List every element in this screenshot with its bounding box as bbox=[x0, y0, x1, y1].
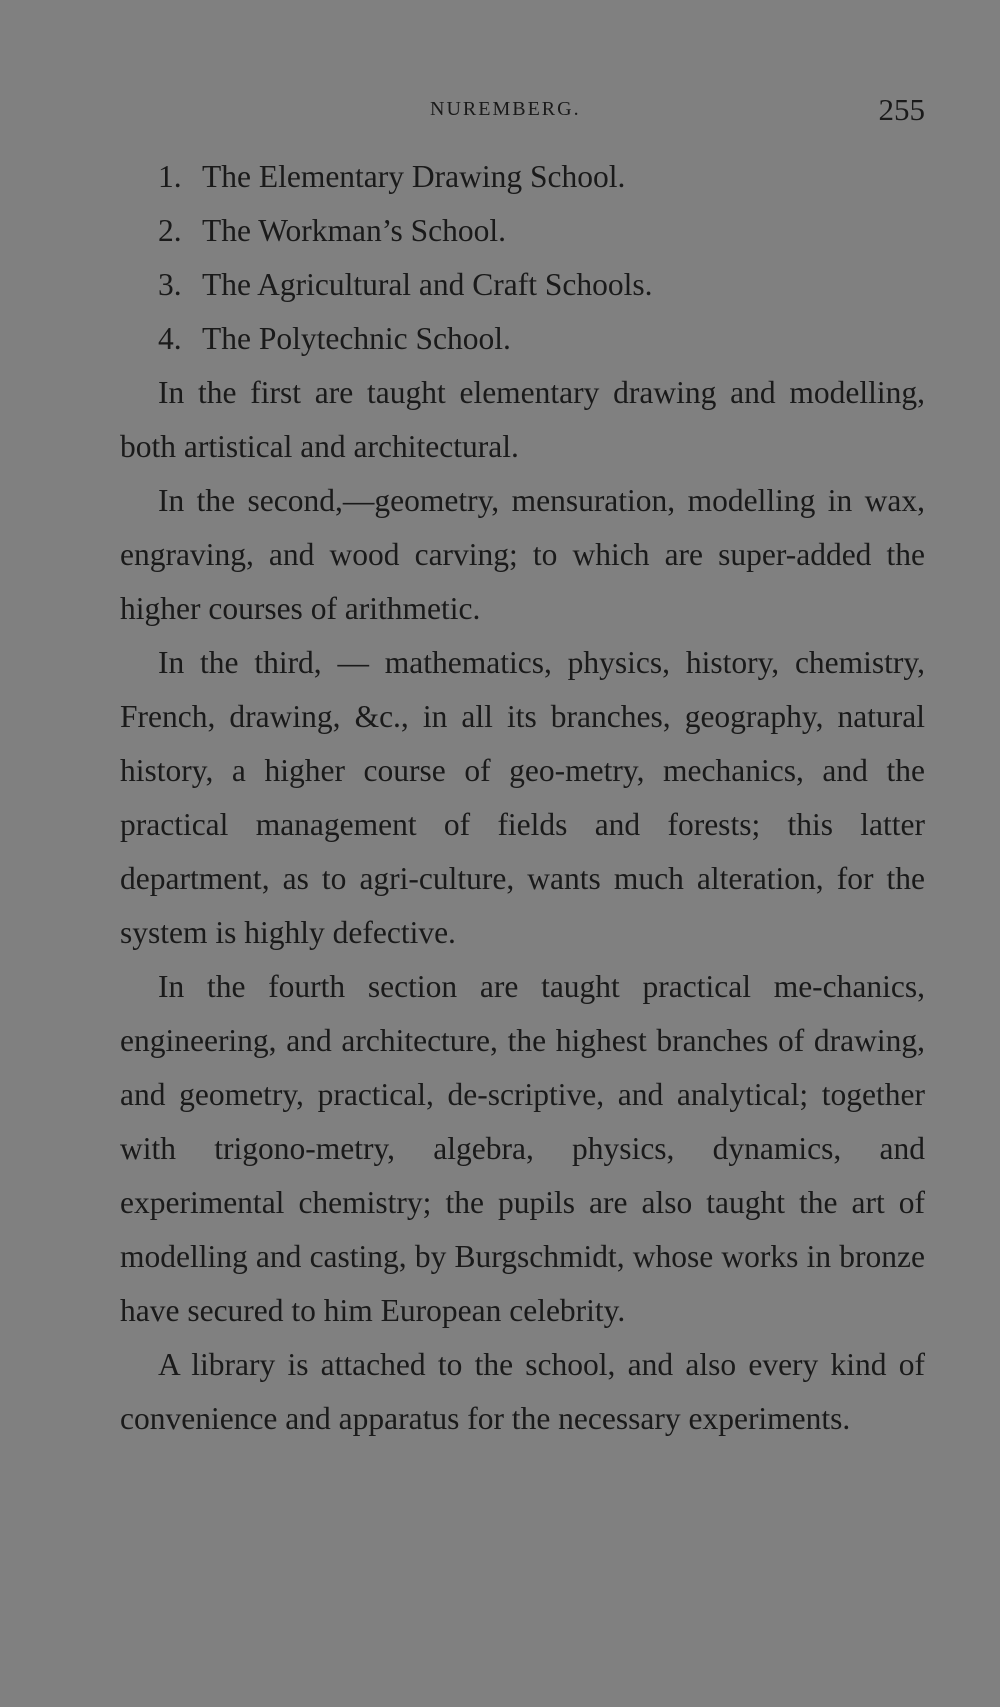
list-item-text: The Agricultural and Craft Schools. bbox=[202, 267, 653, 302]
paragraph-third-school: In the third, — mathematics, physics, history, chemistry, French, drawing, &c., in all its branches, geography, natural history, a higher course of geo-metry, mechanics, and the practical management of fields and forests; this latter department, as to agri-culture, wants much alteration, for the system is highly defective. bbox=[120, 645, 925, 950]
paragraph-second-school: In the second,—geometry, mensuration, modelling in wax, engraving, and wood carving; to which are super-added the higher courses of arithmetic. bbox=[120, 483, 925, 626]
list-item-number: 3. bbox=[158, 267, 182, 302]
paragraph-library: A library is attached to the school, and also every kind of convenience and apparatus for the necessary experiments. bbox=[120, 1347, 925, 1436]
list-item bbox=[158, 312, 925, 366]
body-text bbox=[120, 150, 925, 1446]
list-item bbox=[158, 204, 925, 258]
list-item bbox=[158, 258, 925, 312]
paragraph-fourth-school: In the fourth section are taught practical me-chanics, engineering, and architecture, the highest branches of drawing, and geometry, practical, de-scriptive, and analytical; together with trigono-metry, algebra, physics, dynamics, and experimental chemistry; the pupils are also taught the art of modelling and casting, by Burgschmidt, whose works in bronze have secured to him European celebrity. bbox=[120, 969, 925, 1328]
page-number: 255 bbox=[878, 92, 925, 127]
list-item bbox=[158, 150, 925, 204]
list-item-text: The Workman’s School. bbox=[202, 213, 506, 248]
paragraph-first-school: In the first are taught elementary drawing and modelling, both artistical and architectural. bbox=[120, 375, 925, 464]
list-item-text: The Elementary Drawing School. bbox=[202, 159, 626, 194]
list-item-number: 1. bbox=[158, 159, 182, 194]
running-title: NUREMBERG. bbox=[430, 98, 581, 120]
school-list bbox=[120, 150, 925, 366]
list-item-number: 4. bbox=[158, 321, 182, 356]
running-head bbox=[120, 92, 925, 132]
list-item-number: 2. bbox=[158, 213, 182, 248]
list-item-text: The Polytechnic School. bbox=[202, 321, 511, 356]
